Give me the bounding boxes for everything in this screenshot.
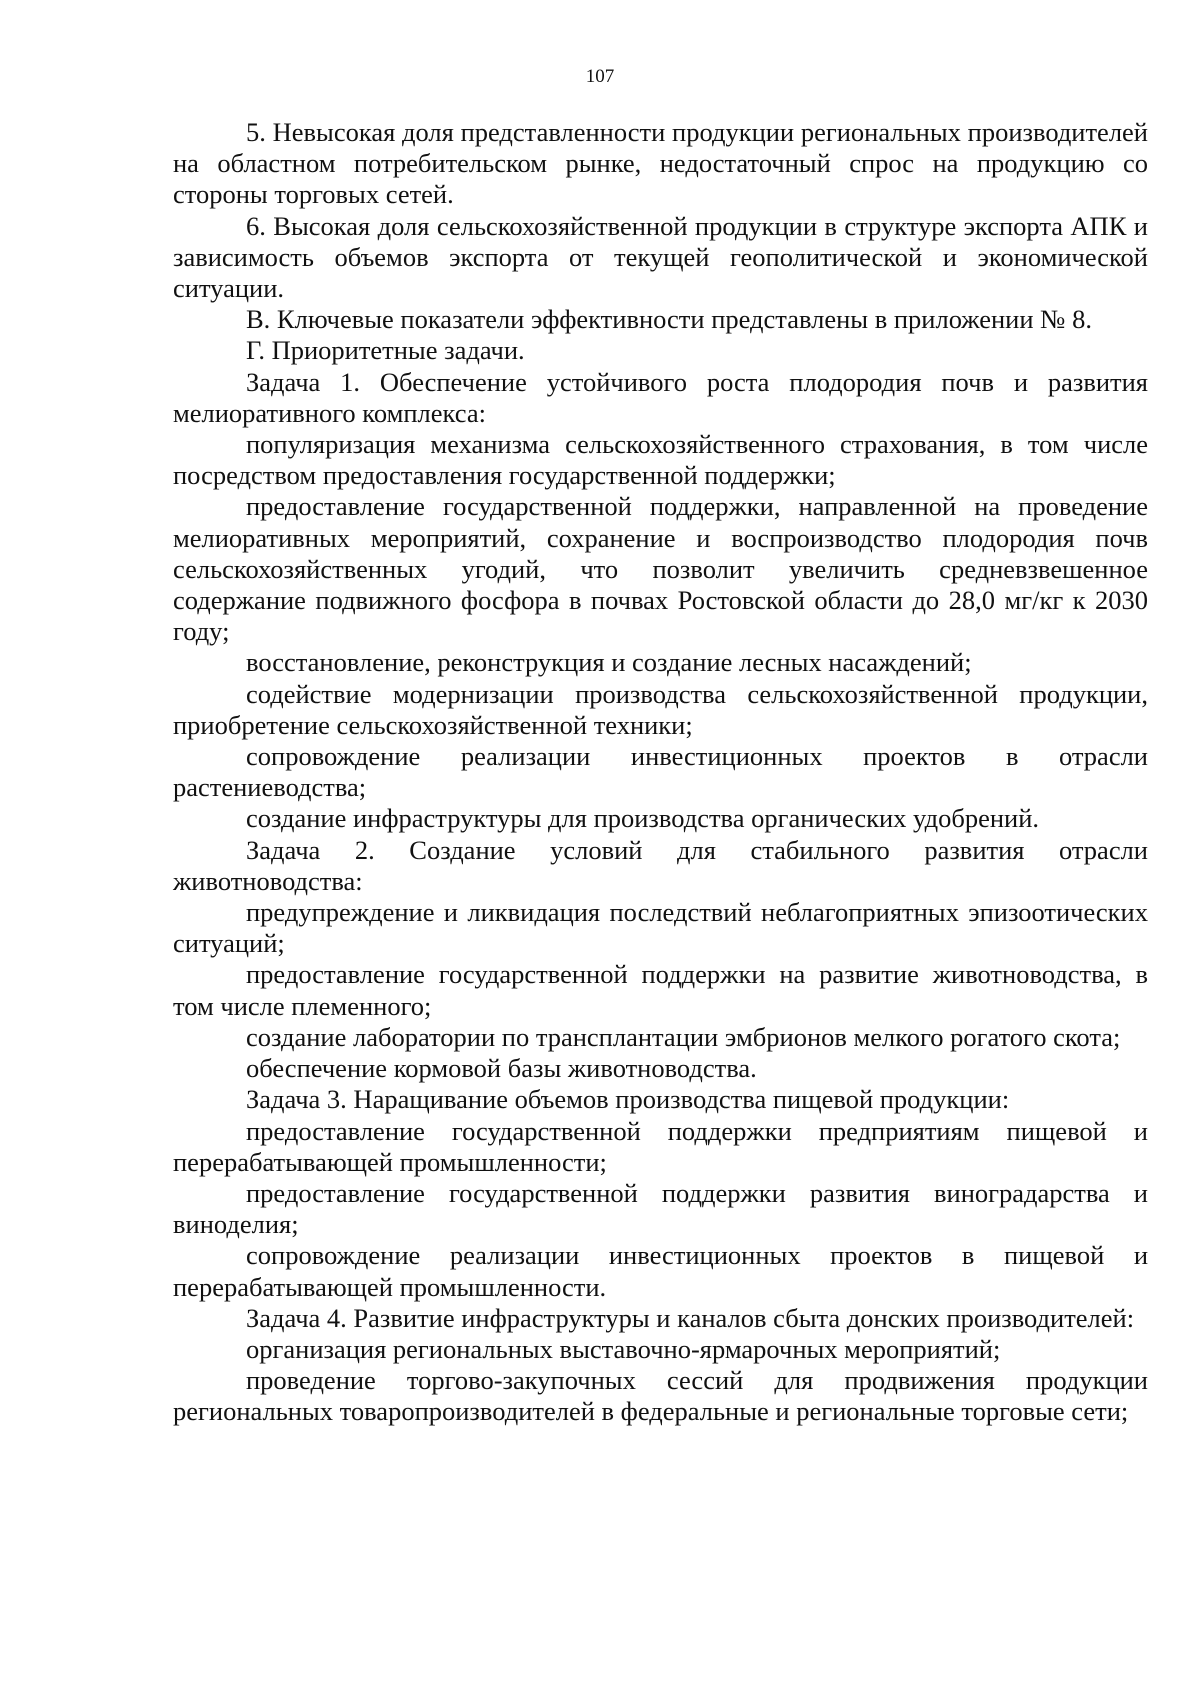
list-item: создание лаборатории по трансплантации эмбрионов мелкого рогатого скота; xyxy=(246,1021,1121,1052)
list-item: предоставление государственной поддержки предприятиям пищевой и перерабатывающей промышленности; xyxy=(173,1115,1148,1177)
list-item: восстановление, реконструкция и создание лесных насаждений; xyxy=(246,647,972,678)
document-body xyxy=(173,117,1148,1428)
page-number: 107 xyxy=(585,66,615,87)
list-item: проведение торгово-закупочных сессий для продвижения продукции региональных товаропроизводителей в федеральные и региональные торговые сети; xyxy=(173,1365,1148,1427)
list-item: содействие модернизации производства сельскохозяйственной продукции, приобретение сельскохозяйственной техники; xyxy=(173,678,1148,740)
list-item: сопровождение реализации инвестиционных проектов в пищевой и перерабатывающей промышленности. xyxy=(173,1240,1148,1302)
paragraph-task-3: Задача 3. Наращивание объемов производства пищевой продукции: xyxy=(246,1084,1010,1115)
list-item: популяризация механизма сельскохозяйственного страхования, в том числе посредством предоставления государственной поддержки; xyxy=(173,429,1148,491)
list-item: предоставление государственной поддержки на развитие животноводства, в том числе племенного; xyxy=(173,959,1148,1021)
paragraph-task-2: Задача 2. Создание условий для стабильного развития отрасли животноводства: xyxy=(173,834,1148,896)
paragraph-section-v: В. Ключевые показатели эффективности представлены в приложении № 8. xyxy=(246,304,1092,335)
list-item: предоставление государственной поддержки развития виноградарства и виноделия; xyxy=(173,1177,1148,1240)
list-item: сопровождение реализации инвестиционных проектов в отрасли растениеводства; xyxy=(173,741,1148,803)
list-item: организация региональных выставочно-ярмарочных мероприятий; xyxy=(246,1333,1001,1364)
paragraph-task-4: Задача 4. Развитие инфраструктуры и каналов сбыта донских производителей: xyxy=(246,1302,1135,1333)
list-item: предупреждение и ликвидация последствий неблагоприятных эпизоотических ситуаций; xyxy=(173,897,1148,959)
paragraph-problem-6: 6. Высокая доля сельскохозяйственной продукции в структуре экспорта АПК и зависимость объемов экспорта от текущей геополитической и экономической ситуации. xyxy=(173,210,1148,304)
paragraph-task-1: Задача 1. Обеспечение устойчивого роста плодородия почв и развития мелиоративного комплекса: xyxy=(173,366,1148,428)
paragraph-section-g: Г. Приоритетные задачи. xyxy=(246,335,525,366)
list-item: предоставление государственной поддержки, направленной на проведение мелиоративных мероприятий, сохранение и воспроизводство плодородия почв сельскохозяйственных угодий, что позволит увеличить средневзвешенное содержание подвижного фосфора в почвах Ростовской области до 28,0 мг/кг к 2030 году; xyxy=(173,491,1148,647)
paragraph-problem-5: 5. Невысокая доля представленности продукции региональных производителей на областном потребительском рынке, недостаточный спрос на продукцию со стороны торговых сетей. xyxy=(173,117,1148,210)
list-item: обеспечение кормовой базы животноводства. xyxy=(246,1053,757,1084)
list-item: создание инфраструктуры для производства органических удобрений. xyxy=(246,803,1040,834)
